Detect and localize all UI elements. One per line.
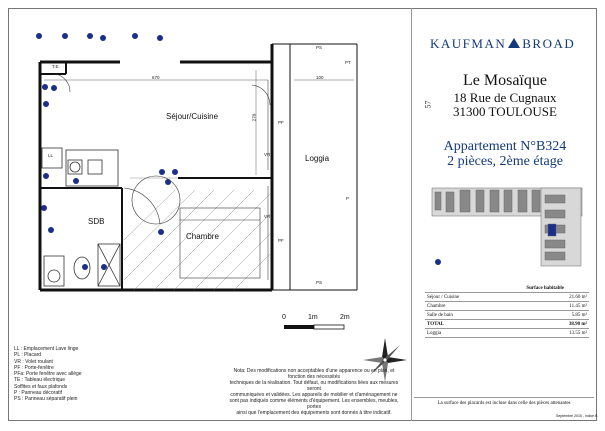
legend-item: LL : Emplacement Lave linge xyxy=(14,346,79,352)
revision-date: Septembre 2015 - indice B xyxy=(556,414,598,418)
program-name: Le Mosaïque xyxy=(463,72,547,89)
legend-item: P : Panneau décoratif xyxy=(14,390,62,397)
table-row: Salle de bain 5.85 m² xyxy=(427,312,587,318)
dimension-height: 270 xyxy=(251,113,257,122)
total-row: TOTAL 38.90 m² xyxy=(427,321,587,327)
program-city: 31300 TOULOUSE xyxy=(453,104,557,119)
surface-header: Surface habitable xyxy=(501,284,589,293)
label-vr-1: VR xyxy=(264,152,271,157)
label-pf-1: PF xyxy=(278,120,284,125)
legend-item: PF : Porte-fenêtre xyxy=(14,364,54,371)
table-row: Chambre 11.45 m² xyxy=(427,303,587,309)
legend-item: PFa: Porte fenêtre avec allège xyxy=(14,371,82,378)
note-line: sont pas indiqués comme éléments d'équipement. Les ensembles, meubles, portes xyxy=(229,398,399,410)
label-ps-top: PS xyxy=(316,45,323,50)
legend-item: TE : Tableau électrique xyxy=(14,377,66,384)
footnote: La surface des placards est incluse dans celle des pièces attenantes xyxy=(414,397,594,406)
dimension-width: 670 xyxy=(152,75,160,80)
room-loggia: Loggia xyxy=(305,154,330,163)
label-te: T.E. xyxy=(52,64,60,69)
side-number: 57 xyxy=(423,100,433,109)
brand-mark-icon xyxy=(508,38,520,48)
legend-item: PS : Panneau séparatif plein xyxy=(14,396,78,403)
label-ps-bottom: PS xyxy=(316,280,323,285)
scale-bar xyxy=(284,325,344,329)
dimension-loggia: 100 xyxy=(316,75,324,80)
brand-logo xyxy=(430,36,575,52)
brand-name-left: KAUFMAN xyxy=(430,36,507,51)
apartment-title: Appartement N°B324 xyxy=(443,139,567,154)
legend-item: Soffites et faux plafonds xyxy=(14,383,68,390)
apartment-subtitle: 2 pièces, 2ème étage xyxy=(447,154,563,169)
scale-zero: 0 xyxy=(282,314,286,321)
note-line: communiquées et validées. Les appareils de mobilier et d'aménagement ne xyxy=(230,392,398,398)
scale-two: 2m xyxy=(340,314,350,321)
note-line: techniques de la réalisation. Tout défaut, ou modifications liées aux mesures seront xyxy=(229,380,399,392)
table-row: Séjour / Cuisine 21.60 m² xyxy=(427,294,587,300)
label-pt: PT xyxy=(345,60,351,65)
room-sdb: SDB xyxy=(88,217,105,226)
label-pf-2: PF xyxy=(278,238,284,243)
location-plan xyxy=(432,188,582,266)
brand-name-right: BROAD xyxy=(522,36,576,51)
scale-one: 1m xyxy=(308,314,318,321)
label-p: P xyxy=(346,196,350,201)
legend xyxy=(14,346,134,403)
legend-item: VR : Volet roulant xyxy=(14,358,53,365)
legend-item: PL : Placard xyxy=(14,352,42,359)
surface-table xyxy=(425,284,589,338)
program-street: 18 Rue de Cugnaux xyxy=(453,90,557,105)
label-vr-2: VR xyxy=(264,214,271,219)
label-ll: LL xyxy=(48,153,54,158)
note-line: Nota: Des modifications non acceptables d'une apparence ou en plan, et fonction des nécessités xyxy=(233,368,395,380)
notes xyxy=(226,368,402,416)
loggia-row: Loggia 13.55 m² xyxy=(427,330,587,336)
room-sejour: Séjour/Cuisine xyxy=(166,112,219,121)
note-line: ainsi que l'emplacement des équipements sont donnés à titre indicatif. xyxy=(236,410,392,416)
room-chambre: Chambre xyxy=(186,232,219,241)
